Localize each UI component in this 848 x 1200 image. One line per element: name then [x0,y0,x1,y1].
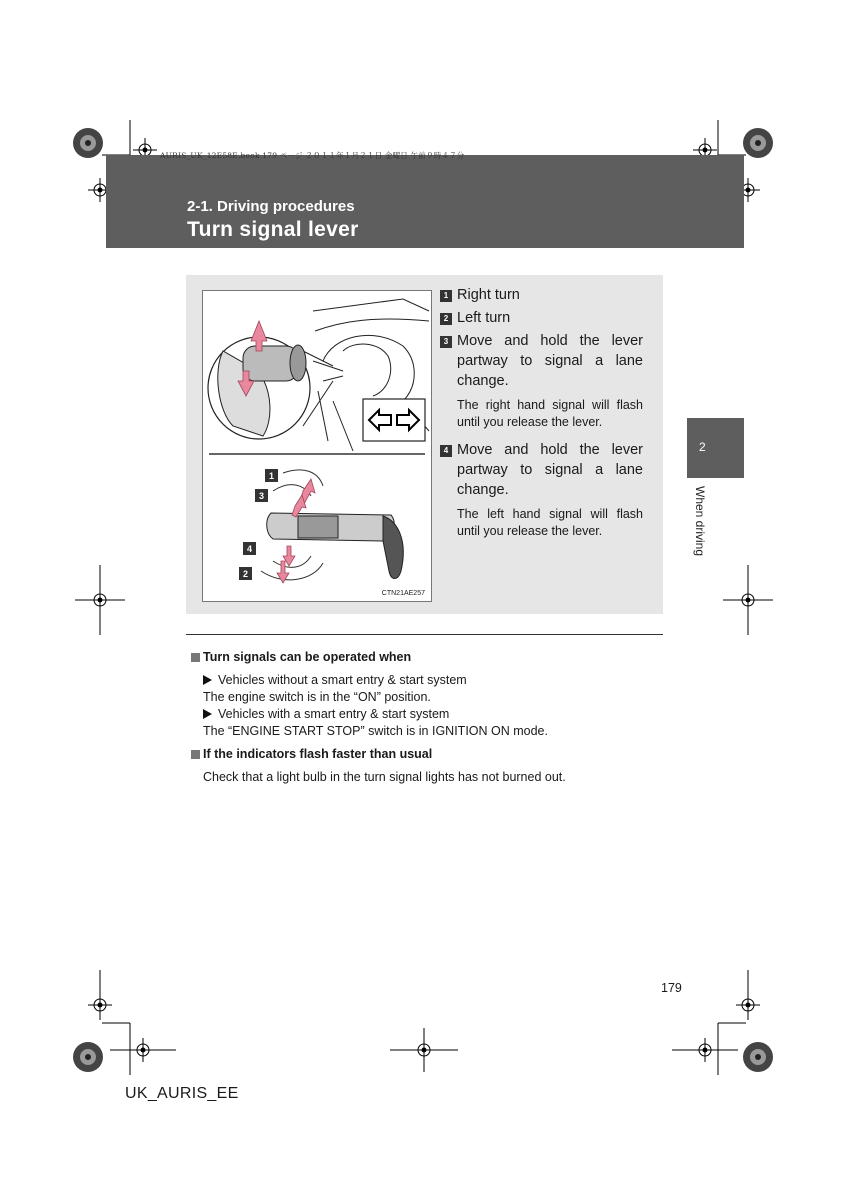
chapter-tab [687,418,744,478]
note-line [203,706,661,723]
note-heading [191,649,661,666]
triangle-bullet-icon [203,675,212,685]
step-item [440,440,643,500]
note-line-text: Vehicles with a smart entry & start system [218,707,450,721]
note-line [203,723,661,740]
note-line [203,769,661,786]
step-text: Move and hold the lever partway to signal a lane change. [457,442,643,498]
section-divider [186,634,663,635]
note-line-text: The engine switch is in the “ON” position. [203,690,431,704]
note-line-text: Check that a light bulb in the turn signal lights has not burned out. [203,770,566,784]
step-item [440,285,643,305]
footer-code: UK_AURIS_EE [125,1085,239,1102]
note-heading [191,746,661,763]
chapter-label-text: When driving [693,486,707,557]
callout-1: 1 [268,471,275,481]
step-number-badge: 1 [440,290,452,302]
step-note: The left hand signal will flash until you release the lever. [457,507,643,538]
step-number-badge: 4 [440,445,452,457]
square-bullet-icon [191,750,200,759]
step-item [440,331,643,391]
note-line [203,672,661,689]
note-line-text: The “ENGINE START STOP” switch is in IGNITION ON mode. [203,724,548,738]
notes-section [191,649,661,786]
step-item [440,308,643,328]
lane-change-box [363,399,425,441]
square-bullet-icon [191,653,200,662]
note-heading-text: Turn signals can be operated when [203,650,412,664]
page-number: 179 [661,981,682,995]
triangle-bullet-icon [203,709,212,719]
callout-3: 3 [258,491,265,501]
print-info-line: AURIS_UK_12E58E.book 179 ページ ２０１１年１月２１日 金曜日 午前９時４７分 [160,151,465,160]
turn-signal-illustration [202,290,432,602]
steps-list [440,285,643,549]
note-line-text: Vehicles without a smart entry & start system [218,673,467,687]
step-text: Move and hold the lever partway to signal a lane change. [457,333,643,389]
page-title: Turn signal lever [187,218,359,241]
step-number-badge: 3 [440,336,452,348]
callout-2: 2 [242,569,249,579]
figure-code: CTN21AE257 [381,590,425,597]
illustration-drawing [203,291,431,601]
chapter-label [693,486,709,566]
note-heading-text: If the indicators flash faster than usual [203,747,433,761]
section-label: 2-1. Driving procedures [187,198,355,215]
step-note: The right hand signal will flash until you release the lever. [457,398,643,429]
step-text: Right turn [457,287,520,303]
chapter-number: 2 [699,440,706,454]
callout-4: 4 [246,544,253,554]
step-text: Left turn [457,310,511,326]
note-line [203,689,661,706]
step-number-badge: 2 [440,313,452,325]
